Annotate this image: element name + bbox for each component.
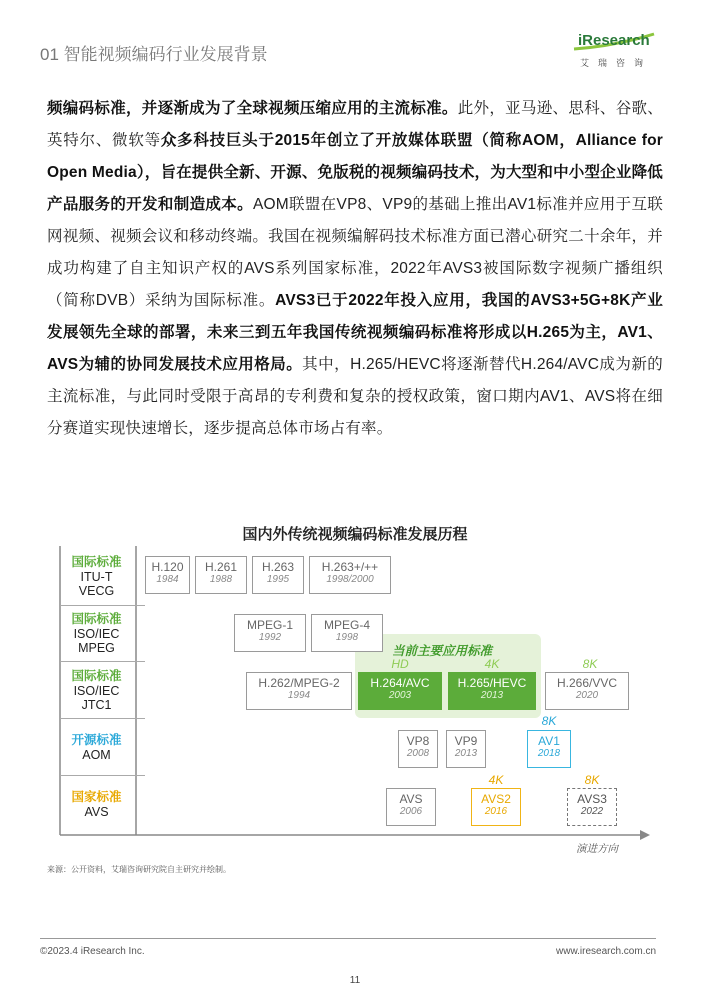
- standard-year: 2006: [399, 806, 423, 817]
- page-number: 11: [349, 975, 361, 986]
- logo-text: iResearch: [578, 32, 650, 49]
- standard-name: MPEG-1: [246, 618, 293, 632]
- standard-year: 2008: [406, 748, 430, 759]
- chart-title: 国内外传统视频编码标准发展历程: [242, 526, 468, 543]
- category-line: ISO/IEC: [73, 683, 120, 698]
- standard-name: H.264/AVC: [370, 676, 430, 690]
- standard-box-mpeg4: [311, 614, 383, 652]
- resolution-tag: 8K: [584, 773, 600, 787]
- category-line: ISO/IEC: [73, 626, 120, 641]
- standard-year: 1984: [156, 574, 179, 585]
- standard-name: H.263+/++: [321, 560, 379, 574]
- footer-copyright: ©2023.4 iResearch Inc.: [40, 946, 145, 957]
- row-separator: [60, 718, 145, 719]
- standard-box-avs2: [471, 788, 521, 826]
- evolution-direction-label: 演进方向: [576, 843, 618, 855]
- category-line: MPEG: [78, 641, 115, 655]
- standard-box-mpeg1: [234, 614, 306, 652]
- resolution-tag: 8K: [541, 714, 557, 728]
- standard-name: H.120: [151, 560, 184, 574]
- standard-year: 1988: [209, 574, 233, 585]
- standard-box-h263: [252, 556, 304, 594]
- resolution-tag: HD: [391, 657, 409, 671]
- standard-year: 2016: [484, 806, 508, 817]
- body-text: 其中，H.265/HEVC将逐渐替代H.264/AVC成为新的主流标准，与此同时受限于高昂的专利费和复杂的授权政策，窗口期内AV1、AVS将在细分赛道实现快速增长，逐步提高总体市场占有率。: [47, 356, 663, 437]
- bold-text: AVS3已于2022年投入应用，我国的AVS3+5G+8K产业发展领先全球的部署，未来三到五年我国传统视频编码标准将形成以H.265为主，AV1、AVS为辅的协同发展技术应用格局。: [47, 292, 663, 373]
- logo-subtitle: 艾瑞咨询: [580, 58, 653, 68]
- standard-name: AVS2: [481, 792, 511, 806]
- footer-divider: [40, 938, 656, 939]
- standard-name: AVS3: [577, 792, 607, 806]
- standard-box-vp9: [446, 730, 486, 768]
- standard-year: 1998: [335, 632, 359, 643]
- category-highlight: 国际标准: [71, 669, 122, 683]
- resolution-tag: 8K: [582, 657, 598, 671]
- standard-year: 2020: [575, 690, 599, 701]
- standard-box-h120: [145, 556, 190, 594]
- category-highlight: 国家标准: [71, 790, 122, 804]
- standard-year: 1995: [266, 574, 290, 585]
- standard-name: H.261: [204, 560, 238, 574]
- standard-name: VP8: [406, 734, 430, 748]
- category-line: AVS: [84, 804, 109, 819]
- category-iso-mpeg: [60, 612, 133, 656]
- standard-year: 2022: [580, 806, 604, 817]
- category-highlight: 国际标准: [71, 612, 122, 626]
- standard-box-h266: [545, 672, 629, 710]
- resolution-tag: 4K: [488, 773, 504, 787]
- bold-text: 众多科技巨头于2015年创立了开放媒体联盟（简称AOM，Alliance for Open Media），旨在提供全新、开源、免版税的视频编码技术，为大型和中小型企业降低产品服务的开发和制造成本。: [47, 132, 663, 213]
- standard-year: 1998/2000: [326, 574, 374, 585]
- standard-year: 2018: [537, 748, 561, 759]
- standard-name: AV1: [538, 734, 560, 748]
- standard-box-h263plus: [309, 556, 391, 594]
- row-separator: [60, 605, 145, 606]
- footer-website: www.iresearch.com.cn: [556, 946, 657, 957]
- category-highlight: 开源标准: [71, 733, 122, 747]
- standard-name: H.265/HEVC: [457, 676, 527, 690]
- standard-name: VP9: [454, 734, 478, 748]
- standard-box-vp8: [398, 730, 438, 768]
- standard-name: H.263: [261, 560, 295, 574]
- source-note: 来源：公开资料，艾瑞咨询研究院自主研究并绘制。: [47, 865, 231, 874]
- body-text: AOM联盟在VP8、VP9的基础上推出AV1标准并应用于互联网视频、视频会议和移动终端。我国在视频编解码技术标准方面已潜心研究二十余年，并成功构建了自主知识产权的AVS系列国家标准，2022年AVS3被国际数字视频广播组织（简称DVB）采纳为国际标准。: [47, 196, 663, 309]
- standard-box-h265: [448, 672, 536, 710]
- resolution-tag: 4K: [484, 657, 500, 671]
- section-title: 01 智能视频编码行业发展背景: [40, 45, 268, 64]
- row-separator: [60, 661, 145, 662]
- category-aom: [60, 733, 133, 762]
- standard-year: 2013: [480, 690, 504, 701]
- standard-year: 1994: [287, 690, 311, 701]
- standard-box-h264: [358, 672, 442, 710]
- body-text: 此外，亚马逊、思科、谷歌、英特尔、微软等: [47, 100, 664, 149]
- standard-box-h261: [195, 556, 247, 594]
- standard-box-avs: [386, 788, 436, 826]
- bold-text: 频编码标准，并逐渐成为了全球视频压缩应用的主流标准。: [47, 100, 458, 117]
- row-separator: [60, 775, 145, 776]
- category-line: AOM: [82, 747, 111, 762]
- standard-name: H.266/VVC: [556, 676, 618, 690]
- category-line: VECG: [78, 584, 115, 598]
- standard-name: H.262/MPEG-2: [258, 676, 340, 690]
- standard-box-av1: [527, 730, 571, 768]
- current-standard-label: 当前主要应用标准: [392, 644, 493, 658]
- category-iso-jtc1: [60, 669, 133, 713]
- standard-year: 1992: [258, 632, 282, 643]
- category-line: JTC1: [81, 698, 112, 712]
- category-avs: [60, 790, 133, 819]
- standard-box-h262: [246, 672, 352, 710]
- standard-box-avs3: [567, 788, 617, 826]
- category-itu-t: [60, 555, 133, 599]
- standard-year: 2003: [388, 690, 412, 701]
- category-line: ITU-T: [80, 569, 113, 584]
- standard-name: MPEG-4: [323, 618, 370, 632]
- category-highlight: 国际标准: [71, 555, 122, 569]
- standard-name: AVS: [399, 792, 423, 806]
- standard-year: 2013: [454, 748, 478, 759]
